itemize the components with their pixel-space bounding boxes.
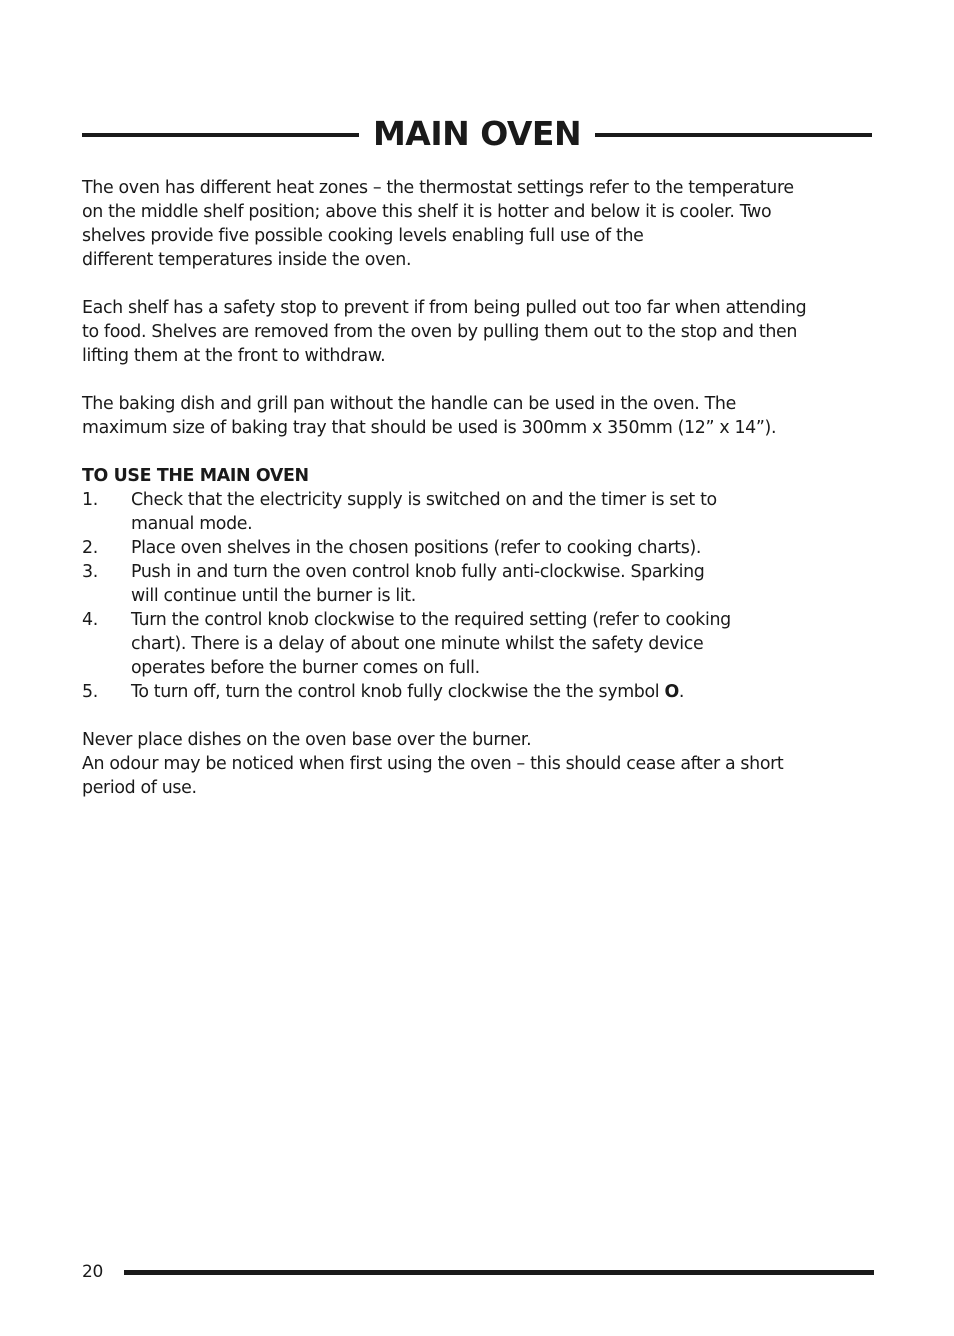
instructions-heading: TO USE THE MAIN OVEN bbox=[82, 466, 309, 486]
step-line: Place oven shelves in the chosen positions (refer to cooking charts). bbox=[131, 538, 702, 558]
off-symbol: O bbox=[664, 682, 679, 702]
note-line: An odour may be noticed when first using the oven – this should cease after a short bbox=[82, 754, 784, 774]
paragraph-line: shelves provide five possible cooking levels enabling full use of the bbox=[82, 226, 644, 246]
page-title: MAIN OVEN bbox=[372, 114, 582, 153]
note-line: Never place dishes on the oven base over the burner. bbox=[82, 730, 532, 750]
paragraph-heat-zones bbox=[82, 176, 872, 272]
list-item bbox=[82, 560, 872, 608]
header-rule-left bbox=[82, 133, 359, 137]
paragraph-line: different temperatures inside the oven. bbox=[82, 250, 412, 270]
step-text bbox=[131, 536, 872, 560]
paragraph-line: lifting them at the front to withdraw. bbox=[82, 346, 386, 366]
notes bbox=[82, 728, 872, 800]
paragraph-line: maximum size of baking tray that should be used is 300mm x 350mm (12” x 14”). bbox=[82, 418, 777, 438]
step-line: operates before the burner comes on full. bbox=[131, 658, 480, 678]
step-text bbox=[131, 488, 872, 536]
list-item bbox=[82, 680, 872, 704]
page-header bbox=[82, 112, 872, 156]
list-item bbox=[82, 536, 872, 560]
paragraph-line: The baking dish and grill pan without the handle can be used in the oven. The bbox=[82, 394, 736, 414]
step-text bbox=[131, 560, 872, 608]
header-rule-right bbox=[595, 133, 872, 137]
step-line: will continue until the burner is lit. bbox=[131, 586, 416, 606]
paragraph-line: The oven has different heat zones – the thermostat settings refer to the temperature bbox=[82, 178, 794, 198]
paragraph-safety-stop bbox=[82, 296, 872, 368]
step-text-after-symbol: . bbox=[678, 682, 685, 702]
page-number: 20 bbox=[82, 1262, 104, 1282]
instructions-list bbox=[82, 488, 872, 704]
paragraph-line: to food. Shelves are removed from the oven by pulling them out to the stop and then bbox=[82, 322, 798, 342]
step-line: chart). There is a delay of about one minute whilst the safety device bbox=[131, 634, 704, 654]
list-item bbox=[82, 608, 872, 680]
paragraph-line: Each shelf has a safety stop to prevent if from being pulled out too far when attending bbox=[82, 298, 807, 318]
step-line: Push in and turn the oven control knob fully anti-clockwise. Sparking bbox=[131, 562, 705, 582]
footer-rule bbox=[124, 1270, 874, 1275]
step-text bbox=[131, 608, 872, 680]
step-line: manual mode. bbox=[131, 514, 253, 534]
step-text bbox=[131, 680, 872, 704]
step-number: 4. bbox=[82, 610, 98, 630]
step-number: 2. bbox=[82, 538, 98, 558]
paragraph-line: on the middle shelf position; above this shelf it is hotter and below it is cooler. Two bbox=[82, 202, 772, 222]
step-line: Check that the electricity supply is switched on and the timer is set to bbox=[131, 490, 717, 510]
step-number: 3. bbox=[82, 562, 98, 582]
step-number: 5. bbox=[82, 682, 98, 702]
step-line: Turn the control knob clockwise to the required setting (refer to cooking bbox=[131, 610, 731, 630]
page-footer bbox=[82, 1258, 874, 1286]
step-text-before-symbol: To turn off, turn the control knob fully clockwise the the symbol bbox=[131, 682, 665, 702]
step-line bbox=[131, 680, 872, 704]
step-number: 1. bbox=[82, 490, 98, 510]
note-line: period of use. bbox=[82, 778, 197, 798]
list-item bbox=[82, 488, 872, 536]
main-content bbox=[82, 176, 872, 800]
paragraph-baking-dish bbox=[82, 392, 872, 440]
